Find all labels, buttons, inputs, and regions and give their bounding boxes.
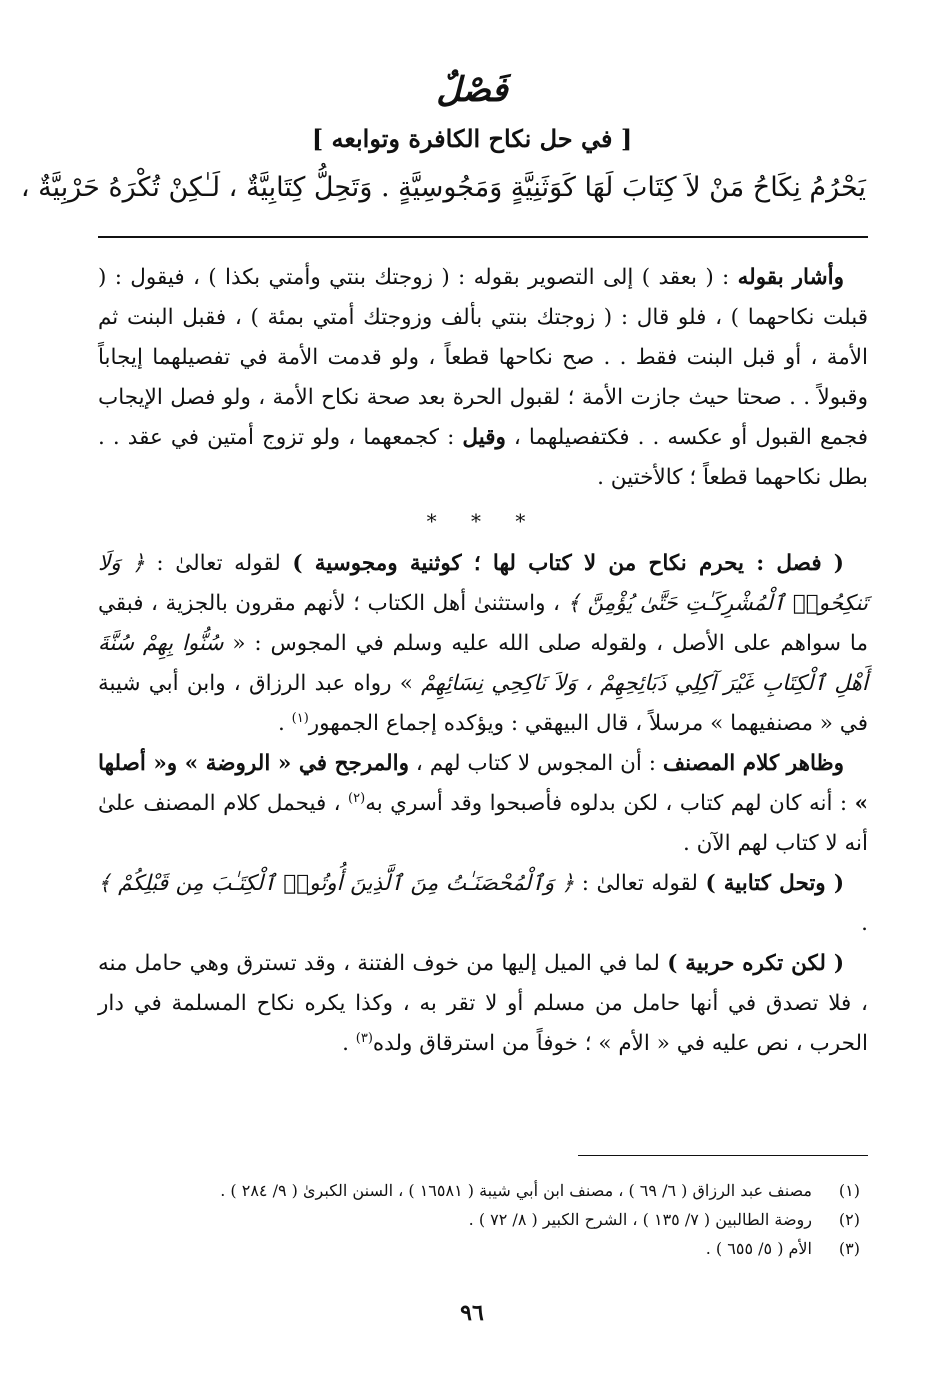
text-run: : ( بعقد ) إلى التصوير بقوله : ( زوجتك بنتي وأمتي بكذا ) ، فيقول : ( قبلت نكاحهما ) ، فلو قال : ( زوجتك بنتي بألف وزوجتك أمتي بمئة ) ، فقبل البنت ثم الأمة ، أو قبل البنت فقط . . صح نكاحها قطعاً ، ولو قدمت الأمة في تفصيلهما إيجاباً وقبولاً . . صحتا حيث جازت الأمة ؛ لقبول الحرة بعد صحة نكاح الأمة ، ولو فصل الإيجاب فجمع القبول أو عكسه . . فكتفصيلهما ، — [98, 265, 868, 450]
text-run: » رواه عبد الرزاق ، وابن أبي شيبة في « مصنفيهما » مرسلاً ، قال البيهقي : ويؤكده إجماع الجمهور — [98, 671, 868, 736]
matn-text: يَحْرُمُ نِكَاحُ مَنْ لاَ كِتَابَ لَهَا كَوَثَنِيَّةٍ وَمَجُوسِيَّةٍ . وَتَحِلُّ كِتَابِيَّةٌ ، لَـٰكِنْ تُكْرَهُ حَرْبِيَّةٌ ، — [20, 172, 866, 203]
paragraph-2 — [98, 544, 868, 744]
text-run: . — [277, 711, 292, 736]
text-run: ، واستثنىٰ أهل الكتاب ؛ لأنهم مقرون بالجزية ، فبقي ما سواهم على الأصل ، ولقوله صلى الله عليه وسلم في المجوس : « — [98, 591, 869, 656]
hadith-text: سُنُّوا بِهِمْ سُنَّةَ أَهْلِ ٱلْكِتَابِ غَيْرَ آكِلِي ذَبَائِحِهِمْ ، وَلاَ نَاكِحِي نِسَائِهِمْ — [98, 631, 868, 696]
footnote-text: الأم ( ٥/ ٦٥٥ ) . — [705, 1239, 812, 1258]
matn-divider — [98, 236, 868, 238]
text-run: : كجمعهما ، ولو تزوج أمتين في عقد . . بطل نكاحهما قطعاً ؛ كالأختين . — [98, 425, 868, 490]
footnote-3 — [98, 1234, 860, 1263]
footnote-ref-3[interactable]: (٣) — [355, 1030, 373, 1046]
text-run: . — [861, 911, 868, 936]
paragraph-3 — [98, 744, 868, 864]
page-number: ٩٦ — [460, 1300, 484, 1326]
section-separator: * * * — [426, 509, 540, 533]
section-title: [ في حل نكاح الكافرة وتوابعه ] — [311, 124, 633, 153]
text-run: : أن المجوس لا كتاب لهم ، — [408, 751, 663, 776]
footnote-number: (١) — [838, 1181, 860, 1200]
text-run: لقوله تعالىٰ : — [144, 551, 293, 576]
commentary-body — [98, 258, 868, 1064]
text-run: . — [342, 1031, 356, 1056]
footnote-ref-1[interactable]: (١) — [291, 710, 309, 726]
footnote-text: مصنف عبد الرزاق ( ٦/ ٦٩ ) ، مصنف ابن أبي شيبة ( ١٦٥٨١ ) ، السنن الكبرىٰ ( ٩/ ٢٨٤ ) . — [220, 1181, 812, 1200]
bold-phrase: وأشار بقوله — [737, 265, 844, 290]
bold-phrase: والمرجح في « الروضة » و« أصلها » — [98, 751, 868, 816]
bold-phrase: ( فصل : يحرم نكاح من لا كتاب لها ؛ كوثنية ومجوسية ) — [292, 551, 844, 576]
bold-phrase: وقيل — [462, 425, 506, 450]
footnote-1 — [98, 1176, 860, 1205]
footnote-text: روضة الطالبين ( ٧/ ١٣٥ ) ، الشرح الكبير ( ٨/ ٧٢ ) . — [468, 1210, 812, 1229]
chapter-title: فَصْلٌ — [436, 70, 508, 110]
footnote-divider — [578, 1155, 868, 1156]
paragraph-1 — [98, 258, 868, 498]
paragraph-4 — [98, 864, 868, 944]
footnote-number: (٣) — [838, 1239, 860, 1258]
footnote-2 — [98, 1205, 860, 1234]
footnote-number: (٢) — [838, 1210, 860, 1229]
bold-phrase: ( وتحل كتابية ) — [705, 871, 844, 896]
footnotes — [98, 1176, 860, 1263]
text-run: ، فيحمل كلام المصنف علىٰ أنه لا كتاب لهم الآن . — [98, 791, 868, 856]
paragraph-5 — [98, 944, 868, 1064]
quran-verse: ﴿ وَٱلْمُحْصَنَـٰتُ مِنَ ٱلَّذِينَ أُوتُوا۟ ٱلْكِتَـٰبَ مِن قَبْلِكُمْ ﴾ — [98, 871, 575, 896]
text-run: لقوله تعالىٰ : — [574, 871, 706, 896]
bold-phrase: ( لكن تكره حربية ) — [667, 951, 844, 976]
quran-verse: ﴿ وَلَا تَنكِحُوا۟ ٱلْمُشْرِكَـٰتِ حَتَّىٰ يُؤْمِنَّ ﴾ — [98, 551, 869, 616]
bold-phrase: وظاهر كلام المصنف — [662, 751, 844, 776]
footnote-ref-2[interactable]: (٢) — [348, 790, 366, 806]
text-run: لما في الميل إليها من خوف الفتنة ، وقد تسترق وهي حامل منه ، فلا تصدق في أنها حامل من مسلم أو لا تقر به ، وكذا يكره نكاح المسلمة في دار الحرب ، نص عليه في « الأم » ؛ خوفاً من استرقاق ولده — [98, 951, 868, 1056]
text-run: : أنه كان لهم كتاب ، لكن بدلوه فأصبحوا وقد أسري به — [365, 791, 855, 816]
